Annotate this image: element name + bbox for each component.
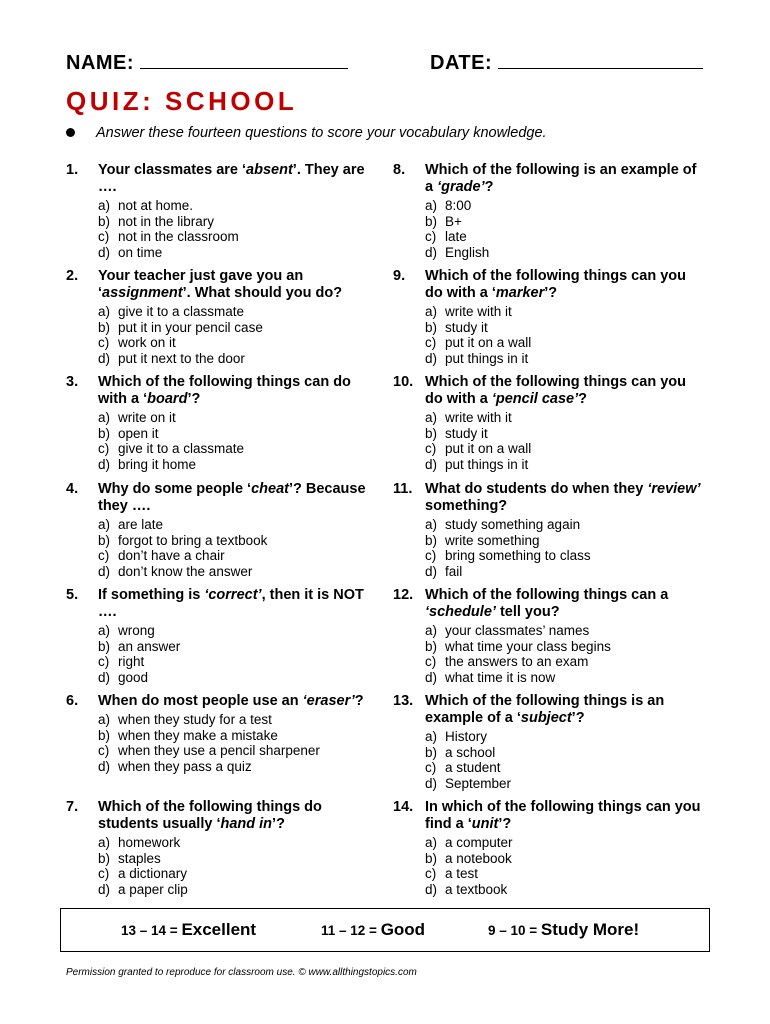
vocab-term: ‘schedule’: [425, 604, 496, 620]
name-field: [66, 50, 348, 75]
question-stem: [425, 162, 701, 196]
option-letter: b): [425, 638, 438, 654]
option-text: bring it home: [118, 456, 197, 472]
option-letter: d): [425, 350, 438, 366]
option-letter: d): [425, 881, 438, 897]
question-number: 12.: [393, 587, 414, 603]
question-stem: [98, 481, 370, 515]
answer-option: [425, 351, 701, 367]
option-text: write with it: [445, 410, 512, 425]
question-stem: [98, 587, 370, 621]
option-letter: c): [425, 548, 437, 563]
question-stem: [425, 374, 701, 408]
answer-options: [425, 410, 701, 472]
option-text: don’t have a chair: [118, 548, 225, 563]
question-stem: [98, 374, 370, 408]
answer-option: [425, 198, 701, 214]
vocab-term: subject: [520, 710, 572, 726]
answer-option: [98, 441, 370, 457]
stem-text: ’. They are ….: [98, 162, 365, 195]
answer-option: [425, 851, 701, 867]
stem-text: Why do some people ‘: [98, 481, 252, 497]
question-number: 11.: [393, 481, 413, 497]
question-number: 4.: [66, 481, 79, 497]
stem-text: something?: [425, 498, 508, 514]
question-number: 1.: [66, 162, 79, 178]
option-letter: b): [98, 425, 111, 441]
option-letter: c): [98, 866, 110, 881]
option-letter: b): [98, 850, 111, 866]
question-2: [66, 268, 370, 366]
question-14: [393, 799, 701, 897]
stem-text: ’. What should you do?: [182, 285, 343, 301]
name-line[interactable]: [140, 50, 348, 69]
answer-options: [98, 410, 370, 472]
score-word: Study More!: [540, 920, 640, 939]
score-word: Good: [380, 920, 426, 939]
question-7: [66, 799, 370, 897]
option-letter: a): [98, 198, 111, 213]
answer-option: [98, 533, 370, 549]
stem-text: ?: [578, 391, 587, 407]
stem-text: Which of the following things is an example of a ‘: [425, 693, 665, 726]
stem-text: In which of the following things can you find a ‘: [425, 799, 701, 832]
answer-option: [98, 866, 370, 882]
option-text: a test: [445, 866, 479, 881]
answer-option: [98, 229, 370, 245]
score-excellent: [121, 920, 256, 940]
stem-text: Which of the following things can you do with a ‘: [425, 268, 686, 301]
option-letter: c): [425, 654, 437, 669]
option-letter: b): [98, 532, 111, 548]
answer-option: [425, 229, 701, 245]
answer-option: [425, 426, 701, 442]
score-range: 11 – 12 =: [321, 923, 381, 938]
vocab-term: cheat: [251, 481, 289, 497]
answer-option: [425, 866, 701, 882]
answer-option: [98, 245, 370, 261]
answer-option: [98, 654, 370, 670]
option-text: study it: [445, 319, 488, 335]
stem-text: ’?: [498, 816, 512, 832]
question-10: [393, 374, 701, 472]
answer-option: [98, 623, 370, 639]
answer-option: [98, 214, 370, 230]
answer-option: [98, 198, 370, 214]
answer-option: [98, 320, 370, 336]
answer-option: [98, 335, 370, 351]
score-word: Excellent: [181, 920, 257, 939]
stem-text: ?: [484, 179, 494, 195]
stem-text: ’?: [187, 391, 201, 407]
answer-options: [425, 729, 701, 791]
answer-option: [98, 882, 370, 898]
answer-option: [98, 639, 370, 655]
question-number: 9.: [393, 268, 406, 284]
answer-option: [425, 670, 701, 686]
option-text: not in the classroom: [118, 229, 239, 244]
option-text: are late: [118, 517, 164, 532]
vocab-term: ‘review’: [647, 481, 701, 497]
stem-text: ’?: [571, 710, 585, 726]
answer-options: [98, 835, 370, 897]
stem-text: Which of the following things can a: [425, 587, 669, 603]
option-text: staples: [118, 850, 161, 866]
option-text: B+: [445, 213, 462, 229]
option-letter: a): [425, 729, 438, 744]
answer-option: [425, 320, 701, 336]
option-text: don’t know the answer: [118, 563, 253, 579]
score-study-more: [488, 920, 639, 940]
option-letter: c): [98, 654, 110, 669]
option-letter: d): [425, 563, 438, 579]
question-number: 6.: [66, 693, 79, 709]
answer-option: [425, 623, 701, 639]
option-text: a computer: [445, 835, 513, 850]
question-4: [66, 481, 370, 579]
option-text: late: [445, 229, 467, 244]
option-letter: a): [425, 517, 438, 532]
answer-option: [98, 851, 370, 867]
question-number: 10.: [393, 374, 414, 390]
option-letter: c): [425, 866, 437, 881]
answer-option: [425, 776, 701, 792]
question-stem: [98, 693, 370, 710]
question-number: 2.: [66, 268, 79, 284]
option-text: when they use a pencil sharpener: [118, 743, 320, 758]
option-text: English: [445, 244, 490, 260]
score-box: [60, 908, 710, 952]
option-text: put things in it: [445, 456, 529, 472]
stem-text: Your teacher just gave you an ‘: [98, 268, 304, 301]
option-text: a dictionary: [118, 866, 188, 881]
option-text: on time: [118, 244, 163, 260]
answer-option: [98, 759, 370, 775]
option-letter: a): [98, 712, 111, 727]
question-1: [66, 162, 370, 260]
option-text: what time it is now: [445, 669, 556, 685]
answer-option: [425, 882, 701, 898]
option-text: write with it: [445, 304, 512, 319]
option-letter: d): [425, 456, 438, 472]
option-letter: a): [425, 304, 438, 319]
answer-option: [98, 564, 370, 580]
answer-options: [425, 623, 701, 685]
option-text: write on it: [118, 410, 176, 425]
option-letter: d): [98, 669, 111, 685]
answer-option: [425, 564, 701, 580]
question-13: [393, 693, 701, 791]
option-letter: b): [98, 319, 111, 335]
option-text: study it: [445, 425, 488, 441]
option-letter: b): [425, 319, 438, 335]
option-text: give it to a classmate: [118, 441, 245, 456]
option-letter: d): [98, 350, 111, 366]
question-stem: [98, 162, 370, 196]
answer-option: [98, 457, 370, 473]
answer-option: [425, 760, 701, 776]
stem-text: Your classmates are ‘: [98, 162, 247, 178]
vocab-term: ‘pencil case’: [491, 391, 579, 407]
stem-text: What do students do when they: [425, 481, 648, 497]
option-text: put it in your pencil case: [118, 319, 263, 335]
answer-option: [98, 517, 370, 533]
option-letter: a): [425, 835, 438, 850]
stem-text: Which of the following things can do with a ‘: [98, 374, 351, 407]
stem-text: If something is: [98, 587, 205, 603]
option-text: when they make a mistake: [118, 727, 278, 743]
option-text: forgot to bring a textbook: [118, 532, 268, 548]
option-text: good: [118, 669, 149, 685]
option-text: write something: [445, 532, 540, 548]
score-range: 9 – 10 =: [488, 923, 541, 938]
option-text: the answers to an exam: [445, 654, 589, 669]
answer-option: [98, 410, 370, 426]
answer-option: [425, 729, 701, 745]
option-text: September: [445, 775, 512, 791]
option-text: 8:00: [445, 198, 472, 213]
question-stem: [425, 268, 701, 302]
option-text: a school: [445, 744, 496, 760]
stem-text: Which of the following things can you do with a: [425, 374, 686, 407]
question-stem: [425, 481, 701, 515]
answer-options: [98, 304, 370, 366]
option-letter: a): [425, 623, 438, 638]
option-letter: b): [98, 638, 111, 654]
option-text: a textbook: [445, 881, 508, 897]
answer-option: [425, 548, 701, 564]
date-field: [430, 50, 703, 75]
answer-options: [425, 835, 701, 897]
header: [66, 50, 706, 78]
option-text: put things in it: [445, 350, 529, 366]
date-line[interactable]: [498, 50, 703, 69]
instructions-text: Answer these fourteen questions to score your vocabulary knowledge.: [96, 125, 547, 141]
option-letter: d): [425, 669, 438, 685]
option-letter: a): [98, 623, 111, 638]
question-number: 3.: [66, 374, 79, 390]
answer-option: [425, 214, 701, 230]
answer-option: [425, 835, 701, 851]
question-stem: [98, 268, 370, 302]
question-number: 5.: [66, 587, 79, 603]
option-text: put it on a wall: [445, 335, 532, 350]
option-letter: b): [98, 213, 111, 229]
option-letter: a): [425, 410, 438, 425]
vocab-term: assignment: [102, 285, 183, 301]
score-range: 13 – 14 =: [121, 923, 182, 938]
question-stem: [425, 587, 701, 621]
answer-options: [98, 517, 370, 579]
question-stem: [425, 693, 701, 727]
option-letter: b): [425, 532, 438, 548]
vocab-term: hand in: [220, 816, 273, 832]
option-text: homework: [118, 835, 181, 850]
option-text: fail: [445, 563, 463, 579]
option-letter: b): [425, 425, 438, 441]
answer-option: [425, 517, 701, 533]
option-text: wrong: [118, 623, 155, 638]
option-letter: c): [98, 743, 110, 758]
bullet-icon: [66, 128, 75, 137]
vocab-term: unit: [471, 816, 499, 832]
answer-options: [425, 304, 701, 366]
answer-option: [98, 426, 370, 442]
answer-option: [98, 548, 370, 564]
answer-option: [98, 728, 370, 744]
option-text: right: [118, 654, 145, 669]
date-label: DATE:: [430, 52, 493, 74]
option-letter: d): [425, 775, 438, 791]
question-3: [66, 374, 370, 472]
stem-text: Which of the following things do students usually ‘: [98, 799, 322, 832]
option-text: an answer: [118, 638, 181, 654]
answer-option: [425, 245, 701, 261]
answer-option: [425, 335, 701, 351]
answer-option: [425, 410, 701, 426]
stem-text: ’? Because they ….: [98, 481, 366, 514]
stem-text: ’?: [544, 285, 558, 301]
answer-option: [98, 712, 370, 728]
question-5: [66, 587, 370, 685]
option-letter: c): [98, 548, 110, 563]
option-letter: c): [425, 229, 437, 244]
answer-option: [98, 670, 370, 686]
question-number: 7.: [66, 799, 79, 815]
option-letter: c): [98, 229, 110, 244]
option-letter: d): [98, 758, 111, 774]
option-text: open it: [118, 425, 159, 441]
question-12: [393, 587, 701, 685]
question-number: 13.: [393, 693, 414, 709]
option-text: when they pass a quiz: [118, 758, 252, 774]
option-letter: d): [98, 563, 111, 579]
stem-text: ?: [354, 693, 364, 709]
question-11: [393, 481, 701, 579]
option-letter: b): [425, 744, 438, 760]
answer-options: [98, 623, 370, 685]
quiz-title: QUIZ: SCHOOL: [66, 86, 298, 116]
answer-option: [98, 351, 370, 367]
option-letter: a): [98, 835, 111, 850]
answer-option: [425, 745, 701, 761]
option-letter: a): [98, 517, 111, 532]
answer-option: [425, 533, 701, 549]
answer-option: [425, 457, 701, 473]
option-text: not at home.: [118, 198, 194, 213]
option-letter: b): [98, 727, 111, 743]
question-stem: [98, 799, 370, 833]
option-letter: d): [425, 244, 438, 260]
question-9: [393, 268, 701, 366]
answer-option: [425, 639, 701, 655]
option-text: give it to a classmate: [118, 304, 245, 319]
option-text: not in the library: [118, 213, 215, 229]
option-text: your classmates’ names: [445, 623, 590, 638]
answer-options: [98, 712, 370, 774]
option-letter: c): [425, 441, 437, 456]
vocab-term: ‘grade’: [437, 179, 485, 195]
question-8: [393, 162, 701, 260]
question-6: [66, 693, 370, 774]
option-text: put it next to the door: [118, 350, 245, 366]
question-stem: [425, 799, 701, 833]
option-letter: c): [98, 335, 110, 350]
vocab-term: board: [147, 391, 188, 407]
answer-option: [425, 654, 701, 670]
option-letter: d): [98, 456, 111, 472]
option-letter: a): [425, 198, 438, 213]
option-text: a paper clip: [118, 881, 188, 897]
answer-option: [98, 304, 370, 320]
option-text: History: [445, 729, 488, 744]
question-number: 14.: [393, 799, 414, 815]
answer-options: [425, 198, 701, 260]
option-text: work on it: [118, 335, 176, 350]
option-letter: a): [98, 410, 111, 425]
option-text: a student: [445, 760, 501, 775]
stem-text: Which of the following is an example of a: [425, 162, 697, 195]
stem-text: ’?: [272, 816, 285, 832]
option-text: study something again: [445, 517, 581, 532]
option-letter: c): [425, 335, 437, 350]
option-text: put it on a wall: [445, 441, 532, 456]
option-letter: b): [425, 213, 438, 229]
answer-option: [98, 743, 370, 759]
instructions: [66, 125, 547, 141]
score-good: [321, 920, 425, 940]
option-letter: c): [98, 441, 110, 456]
answer-option: [425, 441, 701, 457]
answer-options: [98, 198, 370, 260]
option-letter: d): [98, 881, 111, 897]
vocab-term: ‘eraser’: [302, 693, 355, 709]
answer-options: [425, 517, 701, 579]
question-number: 8.: [393, 162, 406, 178]
vocab-term: absent: [246, 162, 293, 178]
option-letter: c): [425, 760, 437, 775]
answer-option: [98, 835, 370, 851]
option-letter: a): [98, 304, 111, 319]
option-letter: b): [425, 850, 438, 866]
option-letter: d): [98, 244, 111, 260]
stem-text: , then it is NOT ….: [98, 587, 364, 620]
vocab-term: marker: [495, 285, 545, 301]
option-text: what time your class begins: [445, 638, 611, 654]
stem-text: When do most people use an: [98, 693, 303, 709]
option-text: when they study for a test: [118, 712, 272, 727]
name-label: NAME:: [66, 52, 135, 74]
footer-permission: Permission granted to reproduce for classroom use. © www.allthingstopics.com: [66, 967, 417, 978]
vocab-term: ‘correct’: [204, 587, 262, 603]
stem-text: tell you?: [495, 604, 560, 620]
option-text: bring something to class: [445, 548, 591, 563]
answer-option: [425, 304, 701, 320]
option-text: a notebook: [445, 850, 512, 866]
